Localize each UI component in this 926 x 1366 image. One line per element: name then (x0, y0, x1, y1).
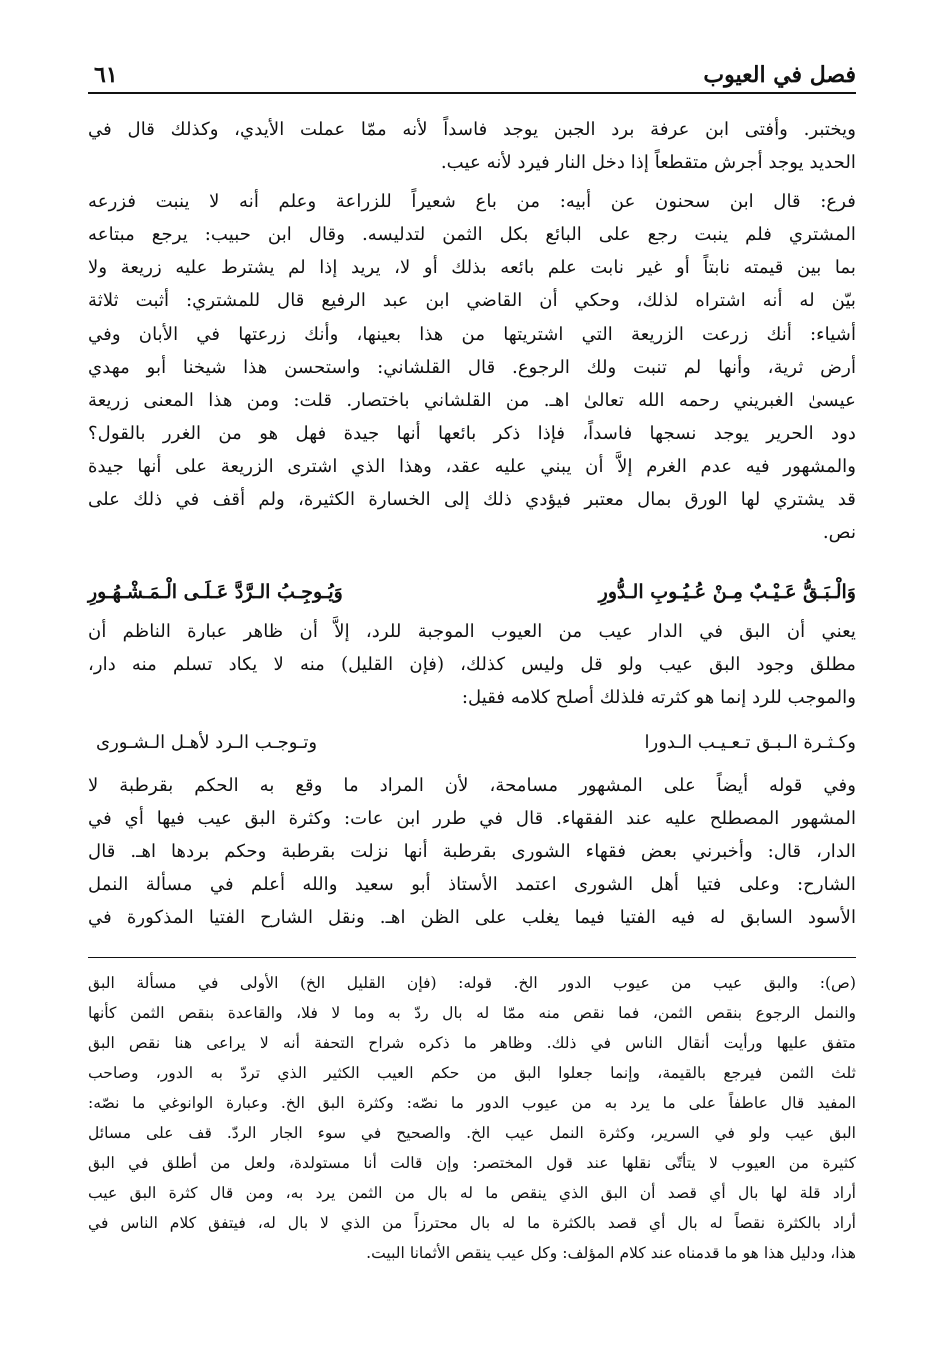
footnote-line: المفيد قال عاطفاً على ما يرد به من عيوب الدور ما نصّه: وكثرة البق الخ. وعبارة الوانوغي ما نصّه: (88, 1094, 856, 1112)
text-line: فرع: قال ابن سحنون عن أبيه: من باع شعيراً للزراعة وعلم أنه لا ينبت فزرعه (88, 191, 856, 212)
text-line: أشياء: أنك زرعت الزريعة التي اشتريتها من هذا بعينها، وأنك زرعتها في الأبان وفي (88, 324, 856, 345)
verse-first-hemistich: وكـثـرة الـبـق تـعـيـب الـدورا (644, 732, 856, 753)
page-number: ٦١ (94, 62, 118, 88)
verse-first-hemistich: وَالْـبَـقُّ عَـيْـبٌ مِـنْ عُـيُـوبِ الـدُّورِ (598, 581, 856, 603)
text-line: المشهور المصطلح عليه عند الفقهاء. قال في طرر ابن عات: وكثرة البق عيب فيها أي في (88, 808, 856, 829)
text-line: الحديد يوجد أجرش متقطعاً إذا دخل النار فيرد لأنه عيب. (440, 152, 856, 173)
text-line: مطلق وجود البق عيب ولو قل وليس كذلك، (فإن القليل) منه لا يكاد تسلم منه دار، (88, 654, 856, 675)
text-line: عيسىٰ الغبريني رحمه الله تعالىٰ اهـ. من القلشاني باختصار. قلت: ومن هذا المعنى زريعة (88, 390, 856, 411)
text-line: المشتري فلم ينبت رجع على البائع بكل الثمن لتدليسه. وقال ابن حبيب: يرجع مبتاعه (88, 224, 856, 245)
text-line: قد يشتري لها الورق بمال معتبر فيؤدي ذلك إلى الخسارة الكثيرة، ولم أقف في ذلك على (88, 489, 856, 510)
footnote-line: كثيرة من العيوب لا يتأتّى نقلها عند قول المختصر: وإن قالت أنا مستولدة، ولعل من أطلق في البق (88, 1154, 856, 1172)
verse-second-hemistich: وَيُـوجِـبُ الـرَّدَّ عَـلَـى الْـمَـشْـهُـورِ (88, 581, 343, 603)
footnote-line: هذا، ودليل هذا هو ما قدمناه عند كلام المؤلف: وكل عيب ينقص الأثمانا البيت. (366, 1244, 856, 1262)
text-line: وفي قوله أيضاً على المشهور مسامحة، لأن المراد ما وقع به الحكم بقرطبة لا (88, 775, 856, 796)
text-line: يعني أن البق في الدار عيب من العيوب الموجبة للرد، إلاَّ أن ظاهر عبارة الناظم أن (88, 621, 856, 642)
text-line: بيّن له أنه اشتراه لذلك، وحكي أن القاضي ابن عبد الرفيع قال للمشتري: أثبت ثلاثة (88, 290, 856, 311)
text-line: الأسود السابق له فيه الفتيا فيما يغلب على الظن اهـ. ونقل الشارح الفتيا المذكورة في (88, 907, 856, 928)
text-line: الدار، قال: وأخبرني بعض فقهاء الشورى بقرطبة أنها نزلت بقرطبة وحكم بردها اهـ. قال (88, 841, 856, 862)
footnote-line: أراد بالكثرة نقصاً له بال أي قصد بالكثرة ما له بال محترزاً من الذي لا بال له، فيتفق كلام الناس في (88, 1214, 856, 1232)
footnote-line: (ص): والبق عيب من عيوب الدور الخ. قوله: (فإن القليل الخ) الأولى في مسألة البق (88, 974, 856, 992)
footnote-line: البق عيب ولو في السرير، وكثرة النمل عيب الخ. والصحيح في سوء الجار الردّ. قف على مسائل (88, 1124, 856, 1142)
text-line: ويختبر. وأفتى ابن عرفة برد الجبن يوجد فاسداً لأنه ممّا عملت الأيدي، وكذلك قال في (88, 119, 856, 140)
footnote-line: والنمل الرجوع بنقص الثمن، فما نقص منه ممّا له بال ردّ به وما لا فلا، والقاعدة بنقص الثمن كأنها (88, 1004, 856, 1022)
text-line: والموجب للرد إنما هو كثرته فلذلك أصلح كلامه فقيل: (461, 687, 856, 708)
footnote-line: أراد قلة لها بال أي قصد أن البق الذي ينقص ما له بال من الثمن يرد به، ومن قال كثرة البق عيب (88, 1184, 856, 1202)
footnote-line: متفق عليها ورأيت أنقال الناس في ذلك. وظاهر ما ذكره شراح التحفة أنه لا يراعى هنا نقص البق (88, 1034, 856, 1052)
text-line: والمشهور فيه عدم الغرم إلاَّ أن يبني عليه عقد، وهذا الذي اشترى الزريعة على أنها جيدة (88, 456, 856, 477)
text-line: الشارح: وعلى فتيا أهل الشورى اعتمد الأستاذ أبو سعيد والله أعلم في مسألة النمل (88, 874, 856, 895)
header-rule (88, 92, 856, 94)
page-header (88, 60, 856, 94)
text-line: نص. (822, 522, 856, 543)
text-line: أرض ثرية، وأنها لم تنبت ولك الرجوع. قال القلشاني: واستحسن هذا شيخنا أبو مهدي (88, 357, 856, 378)
poem-verse (88, 572, 856, 612)
footnote-separator (88, 957, 856, 958)
quoted-verse (96, 724, 856, 762)
footnote-line: ثلث الثمن فيرجع بالقيمة، وإنما جعلوا البق من حكم العيب الكثير الذي تردّ به الدور، وصاحب (88, 1064, 856, 1082)
chapter-title: فصل في العيوب (703, 62, 856, 88)
verse-second-hemistich: وتـوجـب الـرد لأهـل الـشـورى (96, 732, 318, 753)
text-line: دود الحرير يوجد نسجها فاسداً، فإذا ذكر بائعها أنها جيدة فهل هو من الغرر بالقول؟ (88, 423, 856, 444)
text-line: بما بين قيمته نابتاً أو غير نابت علم بائعه بذلك أو لا، يريد إذا لم يشترط عليه زريعة ولا (88, 257, 856, 278)
